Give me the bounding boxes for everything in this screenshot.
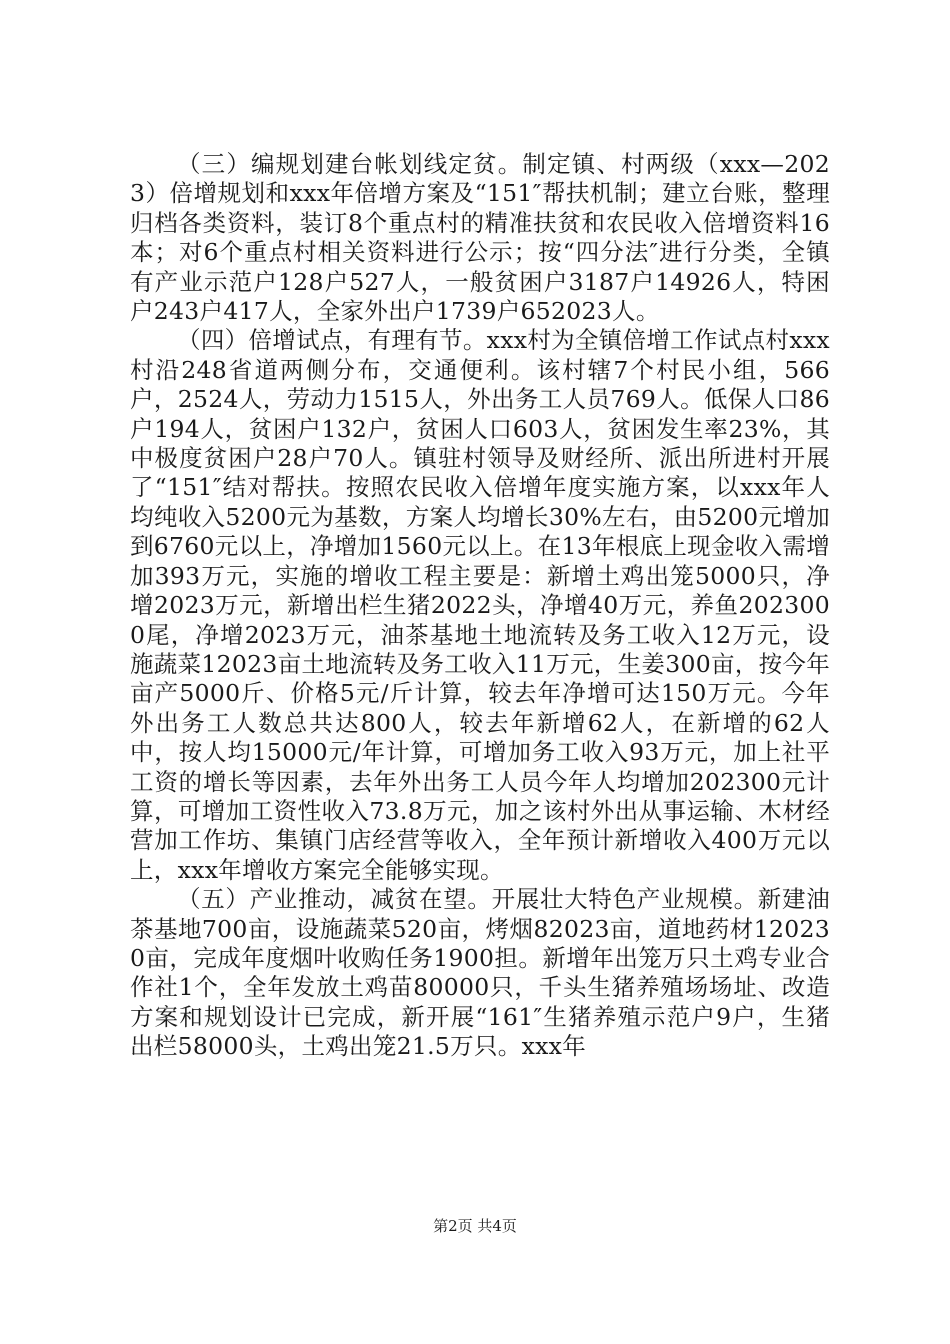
paragraph-section-5: （五）产业推动，减贫在望。开展壮大特色产业规模。新建油茶基地700亩，设施蔬菜520亩，烤烟82023亩，道地药材120230亩，完成年度烟叶收购任务1900担。新增年出笼万只土鸡专业合作社1个，全年发放土鸡苗80000只，千头生猪养殖场场址、改造方案和规划设计已完成，新开展“161″生猪养殖示范户9户，生猪出栏58000头，土鸡出笼21.5万只。xxx年 xyxy=(130,885,830,1061)
document-body xyxy=(130,150,830,1062)
page-footer: 第2页 共4页 xyxy=(433,1217,517,1235)
paragraph-section-4: （四）倍增试点，有理有节。xxx村为全镇倍增工作试点村xxx村沿248省道两侧分布，交通便利。该村辖7个村民小组，566户，2524人，劳动力1515人，外出务工人员769人。低保人口86户194人，贫困户132户，贫困人口603人，贫困发生率23%，其中极度贫困户28户70人。镇驻村领导及财经所、派出所进村开展了“151″结对帮扶。按照农民收入倍增年度实施方案，以xxx年人均纯收入5200元为基数，方案人均增长30%左右，由5200元增加到6760元以上，净增加1560元以上。在13年根底上现金收入需增加393万元，实施的增收工程主要是：新增土鸡出笼5000只，净增2023万元，新增出栏生猪2022头，净增40万元，养鱼2023000尾，净增2023万元，油茶基地土地流转及务工收入12万元，设施蔬菜12023亩土地流转及务工收入11万元，生姜300亩，按今年亩产5000斤、价格5元/斤计算，较去年净增可达150万元。今年外出务工人数总共达800人，较去年新增62人，在新增的62人中，按人均15000元/年计算，可增加务工收入93万元，加上社平工资的增长等因素，去年外出务工人员今年人均增加202300元计算，可增加工资性收入73.8万元，加之该村外出从事运输、木材经营加工作坊、集镇门店经营等收入，全年预计新增收入400万元以上，xxx年增收方案完全能够实现。 xyxy=(130,326,830,884)
paragraph-section-3: （三）编规划建台帐划线定贫。制定镇、村两级（xxx—2023）倍增规划和xxx年倍增方案及“151″帮扶机制；建立台账，整理归档各类资料，装订8个重点村的精准扶贫和农民收入倍增资料16本；对6个重点村相关资料进行公示；按“四分法″进行分类，全镇有产业示范户128户527人，一般贫困户3187户14926人，特困户243户417人，全家外出户1739户652023人。 xyxy=(130,150,830,326)
